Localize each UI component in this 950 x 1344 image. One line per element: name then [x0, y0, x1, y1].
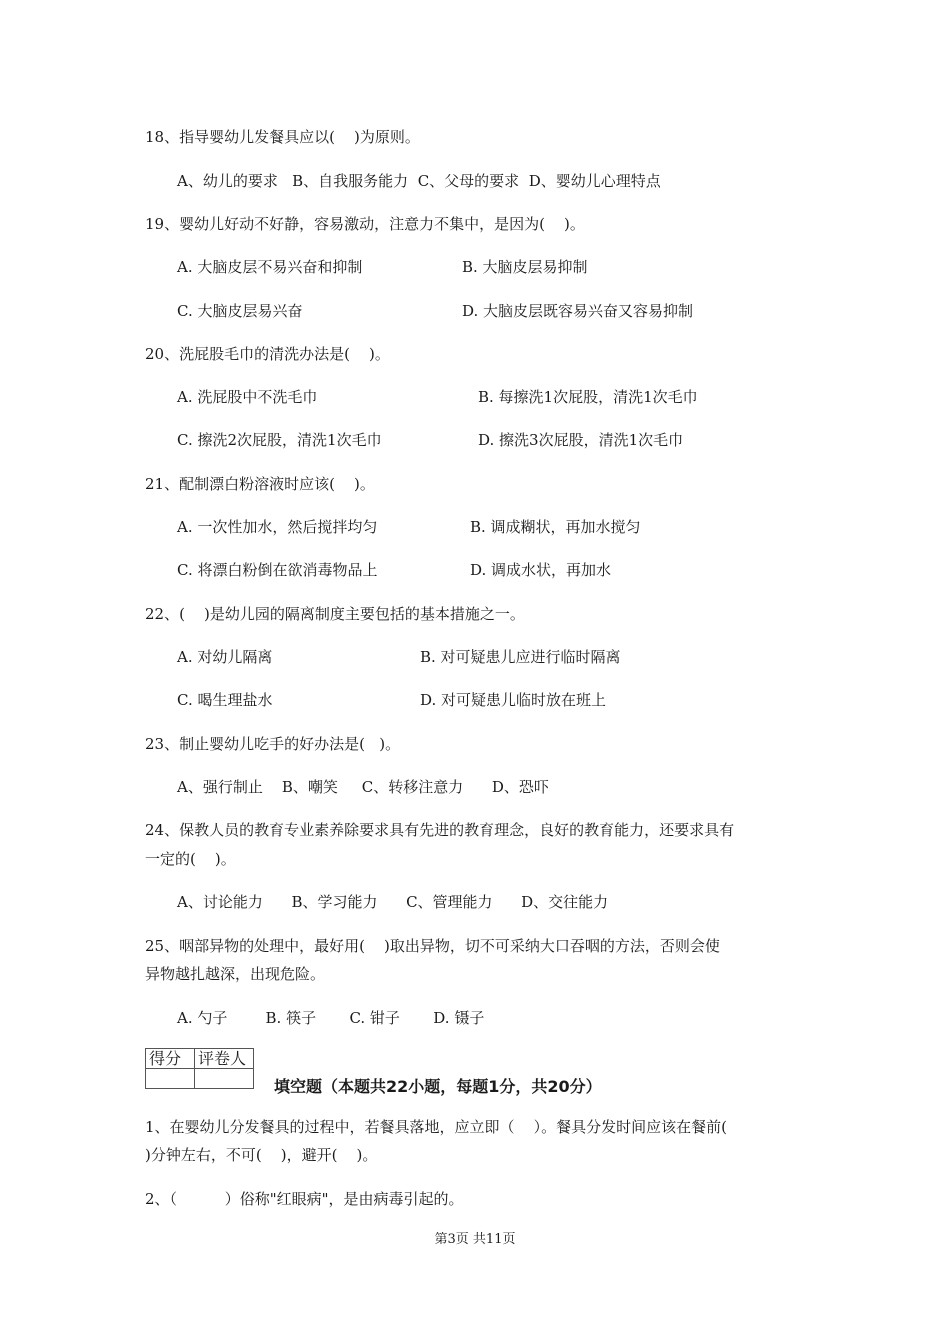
question-23-options: A、强行制止 B、嘲笑 C、转移注意力 D、恐吓 [177, 778, 549, 796]
question-24-stem-line-1: 24、保教人员的教育专业素养除要求具有先进的教育理念，良好的教育能力，还要求具有 [145, 821, 735, 839]
question-20-option-a: A. 洗屁股中不洗毛巾 [177, 388, 318, 406]
question-21-stem: 21、配制漂白粉溶液时应该( )。 [145, 475, 375, 493]
page-footer: 第3页 共11页 [434, 1232, 516, 1247]
question-19-option-d: D. 大脑皮层既容易兴奋又容易抑制 [462, 302, 694, 320]
question-25-stem-line-2: 异物越扎越深，出现危险。 [145, 965, 326, 983]
question-20-option-d: D. 擦洗3次屁股，清洗1次毛巾 [478, 431, 684, 449]
question-22-option-a: A. 对幼儿隔离 [177, 648, 273, 666]
question-25-stem-line-1: 25、咽部异物的处理中，最好用( )取出异物，切不可采纳大口吞咽的方法，否则会使 [145, 937, 720, 955]
fill-question-1-line-2: )分钟左右，不可( )，避开( )。 [145, 1146, 378, 1164]
question-21-option-a: A. 一次性加水，然后搅拌均匀 [177, 518, 378, 536]
section-title: 填空题（本题共22小题，每题1分，共20分） [274, 1077, 602, 1096]
question-24-options: A、讨论能力 B、学习能力 C、管理能力 D、交往能力 [177, 893, 609, 911]
grader-cell [195, 1069, 254, 1089]
question-21-option-d: D. 调成水状，再加水 [470, 561, 612, 579]
fill-question-2: 2、（ ）俗称"红眼病"，是由病毒引起的。 [145, 1190, 464, 1208]
fill-question-1-line-1: 1、在婴幼儿分发餐具的过程中，若餐具落地，应立即（ ）。餐具分发时间应该在餐前( [145, 1118, 727, 1136]
question-18-stem: 18、指导婴幼儿发餐具应以( )为原则。 [145, 128, 420, 146]
question-20-option-c: C. 擦洗2次屁股，清洗1次毛巾 [177, 431, 382, 449]
score-label: 得分 [146, 1049, 195, 1069]
question-19-option-b: B. 大脑皮层易抑制 [462, 258, 588, 276]
question-23-stem: 23、制止婴幼儿吃手的好办法是( )。 [145, 735, 401, 753]
score-box [145, 1048, 254, 1089]
question-22-option-b: B. 对可疑患儿应进行临时隔离 [420, 648, 621, 666]
question-18-options: A、幼儿的要求 B、自我服务能力 C、父母的要求 D、婴幼儿心理特点 [177, 172, 661, 190]
question-21-option-b: B. 调成糊状，再加水搅匀 [470, 518, 641, 536]
question-25-options: A. 勺子 B. 筷子 C. 钳子 D. 镊子 [177, 1009, 485, 1027]
question-20-stem: 20、洗屁股毛巾的清洗办法是( )。 [145, 345, 390, 363]
question-22-option-d: D. 对可疑患儿临时放在班上 [420, 691, 607, 709]
grader-label: 评卷人 [195, 1049, 254, 1069]
question-21-option-c: C. 将漂白粉倒在欲消毒物品上 [177, 561, 378, 579]
question-19-stem: 19、婴幼儿好动不好静，容易激动，注意力不集中，是因为( )。 [145, 215, 585, 233]
question-20-option-b: B. 每擦洗1次屁股，清洗1次毛巾 [478, 388, 698, 406]
question-19-option-c: C. 大脑皮层易兴奋 [177, 302, 303, 320]
question-24-stem-line-2: 一定的( )。 [145, 850, 236, 868]
score-cell [146, 1069, 195, 1089]
question-22-option-c: C. 喝生理盐水 [177, 691, 273, 709]
question-19-option-a: A. 大脑皮层不易兴奋和抑制 [177, 258, 363, 276]
question-22-stem: 22、( )是幼儿园的隔离制度主要包括的基本措施之一。 [145, 605, 525, 623]
